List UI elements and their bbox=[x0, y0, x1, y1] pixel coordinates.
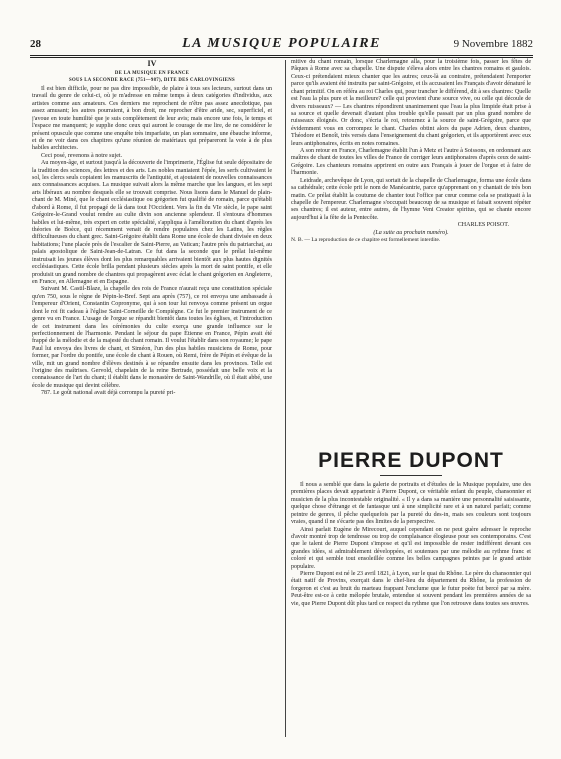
section-number: IV bbox=[147, 59, 157, 68]
header-rule-double bbox=[30, 57, 533, 58]
section-subtitle: DE LA MUSIQUE EN FRANCE bbox=[114, 71, 190, 76]
right-column bbox=[291, 59, 531, 245]
paragraph: Suivant M. Castil-Blaze, la chapelle des rois de France n'aurait reçu une constitution spéciale qu'en 750, sous le règne de Pépin-le-Bref. Sept ans après (757), ce roi envoya une ambassade à l'empereur d'Orient, Constantin Copronyme, qui à son tour lui renvoya comme présent un orgue dont le roi fit cadeau à l'église Saint-Corneille de Compiègne. Ce fut le premier instrument de ce genre vu en France. L'usage de l'orgue se répandit bientôt dans toutes les églises, et l'introduction de cet instrument dans les cérémonies du culte exerça une grande influence sur le perfectionnement de l'harmonie. Pendant le séjour du pape Étienne en France, Pépin avait été frappé de la mélodie et de la majesté du chant romain. Il voulut l'établir dans son royaume; le pape Paul lui envoya des livres de chant, et Siméon, l'un des plus habiles musiciens de Rome, pour former, par l'ordre du pontife, une école de chant à Rouen, où Remi, frère de Pépin et évêque de la ville, mit un grand nombre d'élèves destinés à se répandre ensuite dans les provinces. Telle est l'origine des maîtrises. Gervold, chapelain de la reine Bertrade, possédait une belle voix et la connaissance de l'art du chant; il établit dans le monastère de Saint-Wandrille, où il était abbé, une école de musique qui devint célèbre. bbox=[32, 286, 272, 389]
paragraph: Ainsi parlait Eugène de Mirecourt, auquel cependant on ne peut guère adresser le reproche d'avoir montré trop de tendresse ou trop de complaisance élogieuse pour ses contemporains. C'est que le talent de Pierre Dupont s'impose et qu'il est impossible de rester indifférent devant ces grandes idées, si admirablement développées, et soutenues par une mélodie au rythme franc et coloré et qui semble tout ensoleillée comme les belles campagnes peintes par le grand artiste populaire. bbox=[291, 526, 531, 570]
pierre-dupont-article bbox=[291, 448, 531, 608]
paragraph: mitive du chant romain, lorsque Charlemagne alla, pour la troisième fois, passer les fêtes de Pâques à Rome avec sa chapelle. Une dispute s'éleva alors entre les chantres romains et gaulois. Ceux-ci prétendaient mieux chanter que les autres; ceux-là au contraire, prétendaient l'emporter parce qu'ils avaient été instruits par saint-Grégoire, et ils accusaient les Français d'avoir dénaturé le chant primitif. On en référa au roi Charles qui, pour trancher le différend, dit à ses chantres: Quelle est l'eau la plus pure et la meilleure? celle qui provient d'une source vive, ou celle qui découle de divers ruisseaux? — Les chantres répondirent unanimement que l'eau la plus limpide était prise à sa source et quelle devenait d'autant plus trouble qu'elle passait par un plus grand nombre de ruisseaux éloignés. Or donc, s'écria le roi, retournez à la source de saint-Grégoire, parce que évidemment vous en corrompez le chant. Charles obtint alors du pape Adrien, deux chantres, Théodore et Benoît, très versés dans l'enseignement du chant grégorien, et ils apportèrent avec eux leurs antiphonaires, écrits en notes romaines. bbox=[291, 59, 531, 147]
paragraph: Il nous a semblé que dans la galerie de portraits et d'études de la Musique populaire, une des premières places devait appartenir à Pierre Dupont, ce véritable enfant du peuple, chansonnier et musicien de la plus incontestable originalité. « Il y a dans sa manière une personnalité saisissante, quelque chose d'étrange et de fantasque uni à une simplicité rare et à un naturel parfait; comme peintre de genres, il pêche quelquefois par la pureté du des-in, mais ses couleurs sont toujours vraies, quand il ne s'écarte pas des limites de la perspective. bbox=[291, 482, 531, 526]
issue-date: 9 Novembre 1882 bbox=[453, 38, 533, 50]
article-title: PIERRE DUPONT bbox=[318, 449, 504, 472]
section-subtitle-period: SOUS LA SECONDE RACE (751—987), DITE DES CARLOVINGIENS bbox=[69, 78, 235, 83]
page-number: 28 bbox=[30, 38, 41, 50]
paragraph: Il est bien difficile, pour ne pas dire impossible, de plaire à tous ses lecteurs, surtout dans un travail du genre de celui-ci, où je m'adresse en même temps à deux catégories d'individus, aux artistes comme aux amateurs. Ces derniers me reprochent de n'être pas assez anecdotique, pas assez amusant; les autres pourraient, à bon droit, me reprocher d'être aride, sec, superficiel, et j'avoue en toute humilité que je suis complètement de leur avis; mais encore une fois, le temps et l'espace me manquent; je supplie donc ceux qui auront le courage de me lire, de ne considérer le présent opuscule que comme une enquête très imparfaite, un plan sommaire, une ébauche informe, et de ne voir dans ces chapitres qu'une réunion de matériaux qui prépareront la voie à de plus habiles architectes. bbox=[32, 86, 272, 152]
paragraph: Au moyen-âge, et surtout jusqu'à la découverte de l'imprimerie, l'Église fut seule dépositaire de la tradition des sciences, des lettres et des arts. Les nobles maniaient l'épée, les serfs cultivaient le sol, les clercs seuls copiaient les manuscrits de l'antiquité, et ajoutaient de nouvelles connaissances aux connaissances acquises. La musique suivait alors la même marche que les langues, et les sept arts libéraux au nombre desquels elle se trouvait comprise. Nous lisons dans le Manuel de plain-chant de M. Miné, que le chant ecclésiastique ou grégorien fut qualifié de romain, parce qu'établi d'abord à Rome, il fut propagé de là dans tout l'Occident. Vers la fin du VIe siècle, le pape saint Grégoire-le-Grand voulut rendre au culte divin son ancienne splendeur. Il s'entoura d'hommes habiles et lui-même, très expert en cette spécialité, s'appliqua à l'amélioration du chant d'après les théories de Boèce, qui récemment venait de rendre populaires chez les Latins, les règles difficultueuses du chant grec. Saint-Grégoire établit dans Rome une école de chant divisée en deux habitations; l'une placée près de l'escalier de Saint-Pierre, au Vatican; l'autre près du patriarchat, au palais apostolique de Saint-Jean-de-Latran. Ce fut dans la seconde que le prélat lui-même instruisait les jeunes élèves dont les plus remarquables arrivaient bientôt aux plus hautes dignités ecclésiastiques. Cette école brilla pendant plusieurs siècles après la mort de saint pontife, et elle produisit un grand nombre de chantres qui propagèrent avec éclat le chant grégorien en Angleterre, en France, en Allemagne et en Espagne. bbox=[32, 160, 272, 285]
column-separator bbox=[285, 60, 286, 737]
header-rule bbox=[30, 55, 533, 56]
journal-title: LA MUSIQUE POPULAIRE bbox=[182, 36, 381, 51]
paragraph: 787. Le goût national avait déjà corrompu la pureté pri- bbox=[41, 390, 176, 397]
title-rule bbox=[380, 475, 442, 476]
paragraph: Ceci posé, revenons à notre sujet. bbox=[41, 152, 123, 159]
continued-note: (La suite au prochain numéro). bbox=[373, 229, 449, 236]
page-header bbox=[30, 38, 533, 52]
paragraph: Leidrade, archevêque de Lyon, qui sortait de la chapelle de Charlemagne, forma une école dans sa cathédrale; cette école prit le nom de Manécantrie, parce qu'apprenant on y chantait de très bon matin. Ce prélat établit la coutume de chanter tout l'office par cœur comme cela se pratiquait à la chapelle de l'empereur. Charlemagne s'occupait beaucoup de sa musique et faisait souvent répéter ses chantres; il est auteur, entre autres, de l'hymne Veni Creator spiritus, qui se chante encore aujourd'hui à la fête de la Pentecôte. bbox=[291, 177, 531, 221]
author-signature: CHARLES POISOT. bbox=[457, 222, 509, 229]
paragraph: A son retour en France, Charlemagne établit l'un à Metz et l'autre à Soissons, en ordonnant aux maîtres de chant de toutes les villes de France de corriger leurs antiphonaires d'après ceux de saint-Grégoire. Les chanteurs romains apprirent en outre aux Français à jouer de l'orgue et à faire de l'harmonie. bbox=[291, 148, 531, 177]
left-column bbox=[32, 59, 272, 727]
article-body bbox=[291, 482, 531, 608]
paragraph: Pierre Dupont est né le 23 avril 1821, à Lyon, sur le quai du Rhône. Le père du chansonnier qui était natif de Provins, exerçait dans le chef-lieu du département du Rhône, la profession de forgeron et c'est au bruit du marteau frappant l'enclume que le futur poète fut bercé par sa mère. Peut-être est-ce à cette mélopée brutale, entendue si souvent pendant les premières années de sa vie, que Pierre Dupont dût plus tard ce respect du rythme que l'on retrouve dans toutes ses œuvres. bbox=[291, 571, 531, 607]
reproduction-note: N. B. — La reproduction de ce chapitre est formellement interdite. bbox=[291, 237, 441, 244]
